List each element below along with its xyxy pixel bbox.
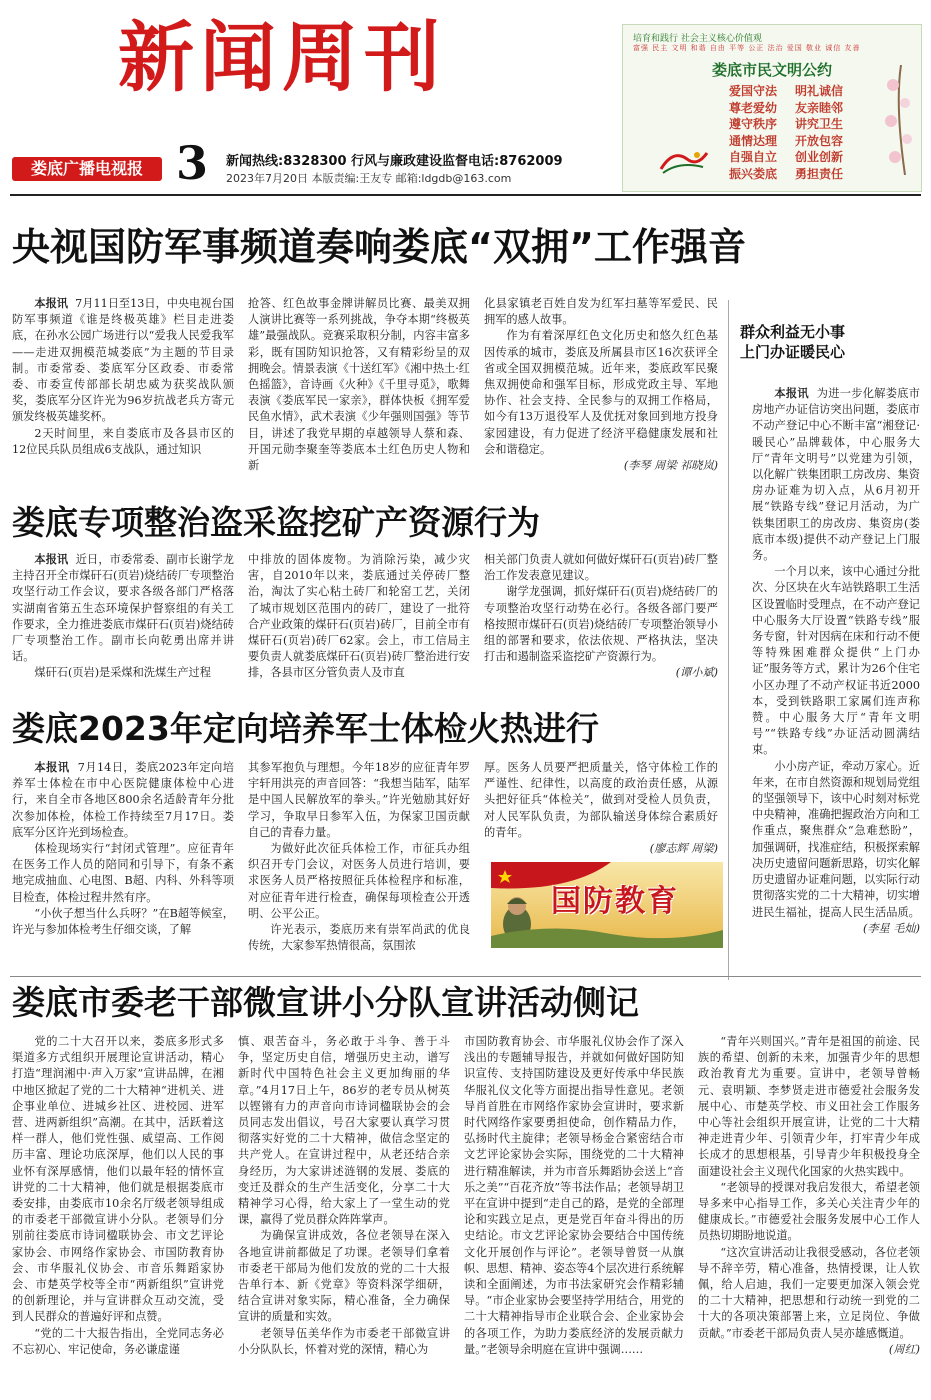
a2-byline: (谭小斌) bbox=[675, 666, 718, 680]
a4-column-4: “青年兴则国兴。”青年是祖国的前途、民族的希望、创新的未来，加强青少年的思想政治教育尤为重要。宣讲中，老领导曾畅元、袁明颖、李梦贤走进市德爱社会服务发展中心、市楚英学校、市义田社会工作服务中心等社会组织开展宣讲，让党的二十大精神走进青少年、引领青少年，打牢青少年成长成才的思想根基，引导青少年积极投身全面建设社会主义现代化国家的火热实践中。 “老领导的授课对我启发很大，希望老领导多来中心指导工作，多关心关注青少年的健康成长。”市德爱社会服务发展中心工作人员热切期盼地说道。 “这次宣讲活动让我很受感动，各位老领导不辞辛劳，精心准备，热情授课，让人钦佩，给人启迪，我们一定要更加深入领会党的二十大精神，把思想和行动统一到党的二十大的各项决策部署上来，立足岗位、争做贡献。”市委老干部局负责人吴亦雄感慨道。 (周红) bbox=[698, 1034, 920, 1394]
sidebar-divider bbox=[728, 300, 729, 980]
headline-a4: 娄底市委老干部微宣讲小分队宣讲活动侧记 bbox=[12, 983, 639, 1022]
station-badge: 娄底广播电视报 bbox=[12, 157, 162, 181]
a4-byline: (周红) bbox=[888, 1342, 920, 1356]
sidebar-headline: 群众利益无小事 上门办证暖民心 bbox=[740, 323, 846, 361]
civic-title: 娄底市民文明公约 bbox=[711, 61, 832, 79]
section-divider bbox=[10, 976, 921, 977]
hotline: 新闻热线:8328300 行风与廉政建设监督电话:8762009 bbox=[226, 154, 563, 169]
civic-values: 富强 民主 文明 和谐 自由 平等 公正 法治 爱国 敬业 诚信 友善 bbox=[633, 44, 861, 52]
masthead-title: 新闻周刊 bbox=[118, 13, 446, 102]
flower-decoration-icon bbox=[871, 65, 915, 175]
a4-column-3: 市国防教育协会、市华服礼仪协会作了深入浅出的专题辅导报告，并就如何做好国防知识宣传、支持国防建设及更好传承中华民族华服礼仪文化等方面提出指导性意见。老领导肖首胜在市网络作家协会宣讲时，要求新时代网络作家要勇担使命，创作精品力作，弘扬时代主旋律；老领导杨金合紧密结合市文艺评论家协会实际，围绕党的二十大精神进行精准解读，并为市音乐舞蹈协会送上“音乐之美”“百花齐放”等书法作品；老领导胡卫平在宣讲中提到“走自己的路，是党的全部理论和实践立足点，更是党百年奋斗得出的历史结论。市文艺评论家协会要结合中国传统文化开展创作与评论”。老领导曾贤一从旗帜、思想、精神、姿态等4个层次进行系统解读和全面阐述，为市书法家研究会作精彩辅导。“市企业家协会要坚持学用结合，用党的二十大精神指导市企业联合会、企业家协会的各项工作，为助力娄底经济的发展贡献力量。”老领导余明庭在宣讲中强调…… bbox=[464, 1035, 684, 1356]
dateline: 2023年7月20日 本版责编:王友专 邮箱:ldgdb@163.com bbox=[226, 172, 512, 185]
headline-a1: 央视国防军事频道奏响娄底“双拥”工作强音 bbox=[12, 225, 746, 269]
a4-column-1: 党的二十大召开以来，娄底多形式多渠道多方式组织开展理论宣讲活动，精心打造“理润湘中·声入万家”宣讲品牌，在湘中地区掀起了党的二十大精神“进机关、进企事业单位、进城乡社区、进校园、进军营、进两新组织”高潮。在其中，活跃着这样一群人，他们党性强、威望高、工作阅历丰富、理论功底深厚，他们以人民的事业怀有深厚感情，他们以最年轻的情怀宣讲党的二十大精神，他们就是根据娄底市委安排，由娄底市10余名厅级老领导组成的市委老干部微宣讲小分队。老领导们分别前往娄底市诗词楹联协会、市文艺评论家协会、市网络作家协会、市国防教育协会、市华服礼仪协会、市音乐舞蹈家协会、市楚英学校等全市“两新组织”宣讲党的创新理论，并与宣讲群众互动交流，受到人民群众的普遍好评和点赞。 “党的二十大报告指出，全党同志务必不忘初心、牢记使命，务必谦虚谨 bbox=[12, 1035, 224, 1356]
a2-column-2: 中排放的固体废物。为消除污染，减少灾害，自2010年以来，娄底通过关停砖厂整治，淘汰了实心粘土砖厂和轮窑工艺，关闭了城市规划区范围内的砖厂，建设了一批符合产业政策的煤矸石(页岩)砖厂，目前全市有煤矸石(页岩)砖厂62家。会上，市工信局主要负责人就娄底煤矸石(页岩)砖厂整治进行安排，各县市区分管负责人及市直 bbox=[248, 553, 470, 680]
civic-convention-box bbox=[622, 24, 922, 192]
a1-column-3: 化县家镇老百姓自发为红军扫墓等军爱民、民拥军的感人故事。 作为有着深厚红色文化历史和悠久红色基因传承的城市，娄底及所属县市区16次获评全省或全国双拥模范城。近年来，娄底政军民聚焦双拥使命和强军目标，形成党政主导、军地协作、社会支持、全民参与的双拥工作格局，如今有13万退役军人及优抚对象回到地方投身家园建设，有力促进了经济平稳健康发展和社会和谐稳定。 (李琴 周梁 祁晓岚) bbox=[484, 296, 718, 500]
headline-a2: 娄底专项整治盗采盗挖矿产资源行为 bbox=[12, 503, 540, 542]
page-number: 3 bbox=[176, 136, 209, 190]
a3-byline: (廖志辉 周梁) bbox=[649, 842, 718, 856]
a3-column-3: 厚。医务人员要严把质量关，恪守体检工作的严谨性、纪律性，以高度的政治责任感，从源头把好征兵“体检关”，做到对受检人员负责，对人民军队负责，为部队输送身体综合素质好的青年。 (廖志辉 周梁) bbox=[484, 760, 718, 856]
a2-column-1: 本报讯 近日，市委常委、副市长谢学龙主持召开全市煤矸石(页岩)烧结砖厂专项整治攻坚行动工作会议，要求各级各部门严格落实湖南省第五生态环境保护督察组的有关工作要求，全力推进娄底市煤矸石(页岩)烧结砖厂专项整治工作。副市长向乾勇出席并讲话。 煤矸石(页岩)是采煤和洗煤生产过程 bbox=[12, 553, 234, 680]
masthead-divider bbox=[10, 194, 921, 196]
civic-rules: 爱国守法 明礼诚信 尊老爱幼 友亲睦邻 遵守秩序 讲究卫生 通情达理 开放包容 自强自立 创业创新 振兴娄底 勇担责任 bbox=[729, 84, 844, 181]
a3-column-1: 本报讯 7月14日，娄底2023年定向培养军士体检在市中心医院健康体检中心进行，来自全市各地区800余名适龄青年分批次参加体检，体检工作持续至7月17日。娄底军分区许光到场检查。 体检现场实行“封闭式管理”。应征青年在医务工作人员的陪同和引导下，有条不紊地完成抽血、心电图、B超、内科、外科等项目检查，体检过程井然有序。 “小伙子想当什么兵呀？”在B超等候室，许光与参加体检考生仔细交谈，了解 bbox=[12, 761, 234, 937]
a4-column-2: 慎、艰苦奋斗，务必敢于斗争、善于斗争，坚定历史自信，增强历史主动，谱写新时代中国特色社会主义更加绚丽的华章。”4月17日上午，86岁的老专员从树英以铿锵有力的声音向市诗词楹联协会的会员同志发出倡议，号召大家要认真学习贯彻落实好党的二十大精神，做信念坚定的共产党人。在宣讲过程中，从老还结合亲身经历，为大家讲述涟钢的发展、娄底的变迁及群众的生产生活变化，分享二十大精神学习心得，给大家上了一堂生动的党课，赢得了党员群众阵阵掌声。 为确保宣讲成效，各位老领导在深入各地宣讲前都做足了功课。老领导们拿着市委老干部局为他们发放的党的二十大报告单行本、新《党章》等资料深学细研，结合宣讲对象实际，精心准备，全力确保宣讲的质量和实效。 老领导伍美华作为市委老干部微宣讲小分队队长，怀着对党的深情，精心为 bbox=[238, 1035, 450, 1356]
a3-column-2: 其参军抱负与理想。今年18岁的应征青年罗宇轩用洪亮的声音回答：“我想当陆军，陆军是中国人民解放军的拳头。”许光勉励其好好学习，争取早日参军入伍，为保家卫国贡献自己的青春力量。 为做好此次征兵体检工作，市征兵办组织召开专门会议，对医务人员进行培训，要求医务人员严格按照征兵体检程序和标准，对应征青年进行检查，确保每项检查公开透明、公平公正。 许光表示，娄底历来有崇军尚武的优良传统，大家参军热情很高，氛围浓 bbox=[248, 761, 470, 953]
a1-column-2: 抢答、红色故事金牌讲解员比赛、最美双拥人演讲比赛等一系列挑战，争夺本期“终极英雄”最强战队。竞赛采取积分制，内容丰富多彩，既有国防知识抢答，又有精彩纷呈的双拥晚会。情景表演《十送红军》《湘中热土·红色摇篮》，音诗画《火种》《千里寻觅》，歌舞表演《娄底军民一家亲》，群体快板《拥军爱民鱼水情》，武术表演《少年强则国强》等节目，讲述了我党早期的卓越领导人蔡和森、开国元勋李聚奎等娄底本土红色历史人物和新 bbox=[248, 297, 470, 473]
sidebar-column: 本报讯 为进一步化解娄底市房地产办证信访突出问题，娄底市不动产登记中心不断丰富“湘登记·暖民心”品牌载体，中心服务大厅“青年文明号”以党建为引领，以化解广铁集团职工房改房、集资房办证难为切入点，从6月初开展“铁路专线”登记月活动，为广铁集团职工的房改房、集资房(娄底市本级)提供不动产登记上门服务。 一个月以来，该中心通过分批次、分区块在火车站铁路职工生活区设置临时受理点，在不动产登记中心服务大厅设置“铁路专线”服务专窗，针对因病在床和行动不便等特殊困难群众提供“上门办证”服务等方式，累计为26个住宅小区办理了不动产权证书近2000本，受到铁路职工家属们连声称赞。中心服务大厅“青年文明号”“铁路专线”办证活动圆满结束。 小小房产证，牵动万家心。近年来，在市自然资源和规划局党组的坚强领导下，该中心时刻对标党中央精神，准确把握政治方向和工作重点，聚焦群众“急难愁盼”，加强调研，找准症结，积极探索解决历史遗留问题新思路，切实化解历史遗留办证难问题，以实际行动贯彻落实党的二十大精神，切实增进民生福祉，提高人民生活品质。 (李星 毛灿) bbox=[752, 386, 920, 966]
a1-column-1: 本报讯 7月11日至13日，中央电视台国防军事频道《谁是终极英雄》栏目走进娄底，在孙水公园广场进行以“爱我人民爱我军——走进双拥模范城娄底”为主题的节目录制。市委常委、娄底军分区政委、市委常委、市委宣传部部长胡忠威为获奖战队颁奖，娄底军分区许光为96岁抗战老兵方寄元颁发终极英雄奖杯。 2天时间里，来自娄底市及各县市区的12位民兵队员组成6支战队，通过知识 bbox=[12, 297, 234, 456]
a2-column-3: 相关部门负责人就如何做好煤矸石(页岩)砖厂整治工作发表意见建议。 谢学龙强调，抓好煤矸石(页岩)烧结砖厂的专项整治攻坚行动势在必行。各级各部门要严格按照市煤矸石(页岩)烧结砖厂专项整治领导小组的部署和要求，依法依规、严格执法，坚决打击和遏制盗采盗挖矿产资源行为。 (谭小斌) bbox=[484, 552, 718, 692]
sidebar-byline: (李星 毛灿) bbox=[862, 921, 920, 935]
national-defense-caption: 国防教育 bbox=[551, 884, 679, 919]
civic-slogan: 培育和践行 社会主义核心价值观 bbox=[633, 34, 762, 44]
headline-a3: 娄底2023年定向培养军士体检火热进行 bbox=[12, 709, 599, 748]
national-defense-image bbox=[491, 862, 723, 948]
civic-logo-icon bbox=[653, 145, 713, 177]
a1-byline: (李琴 周梁 祁晓岚) bbox=[623, 459, 718, 473]
